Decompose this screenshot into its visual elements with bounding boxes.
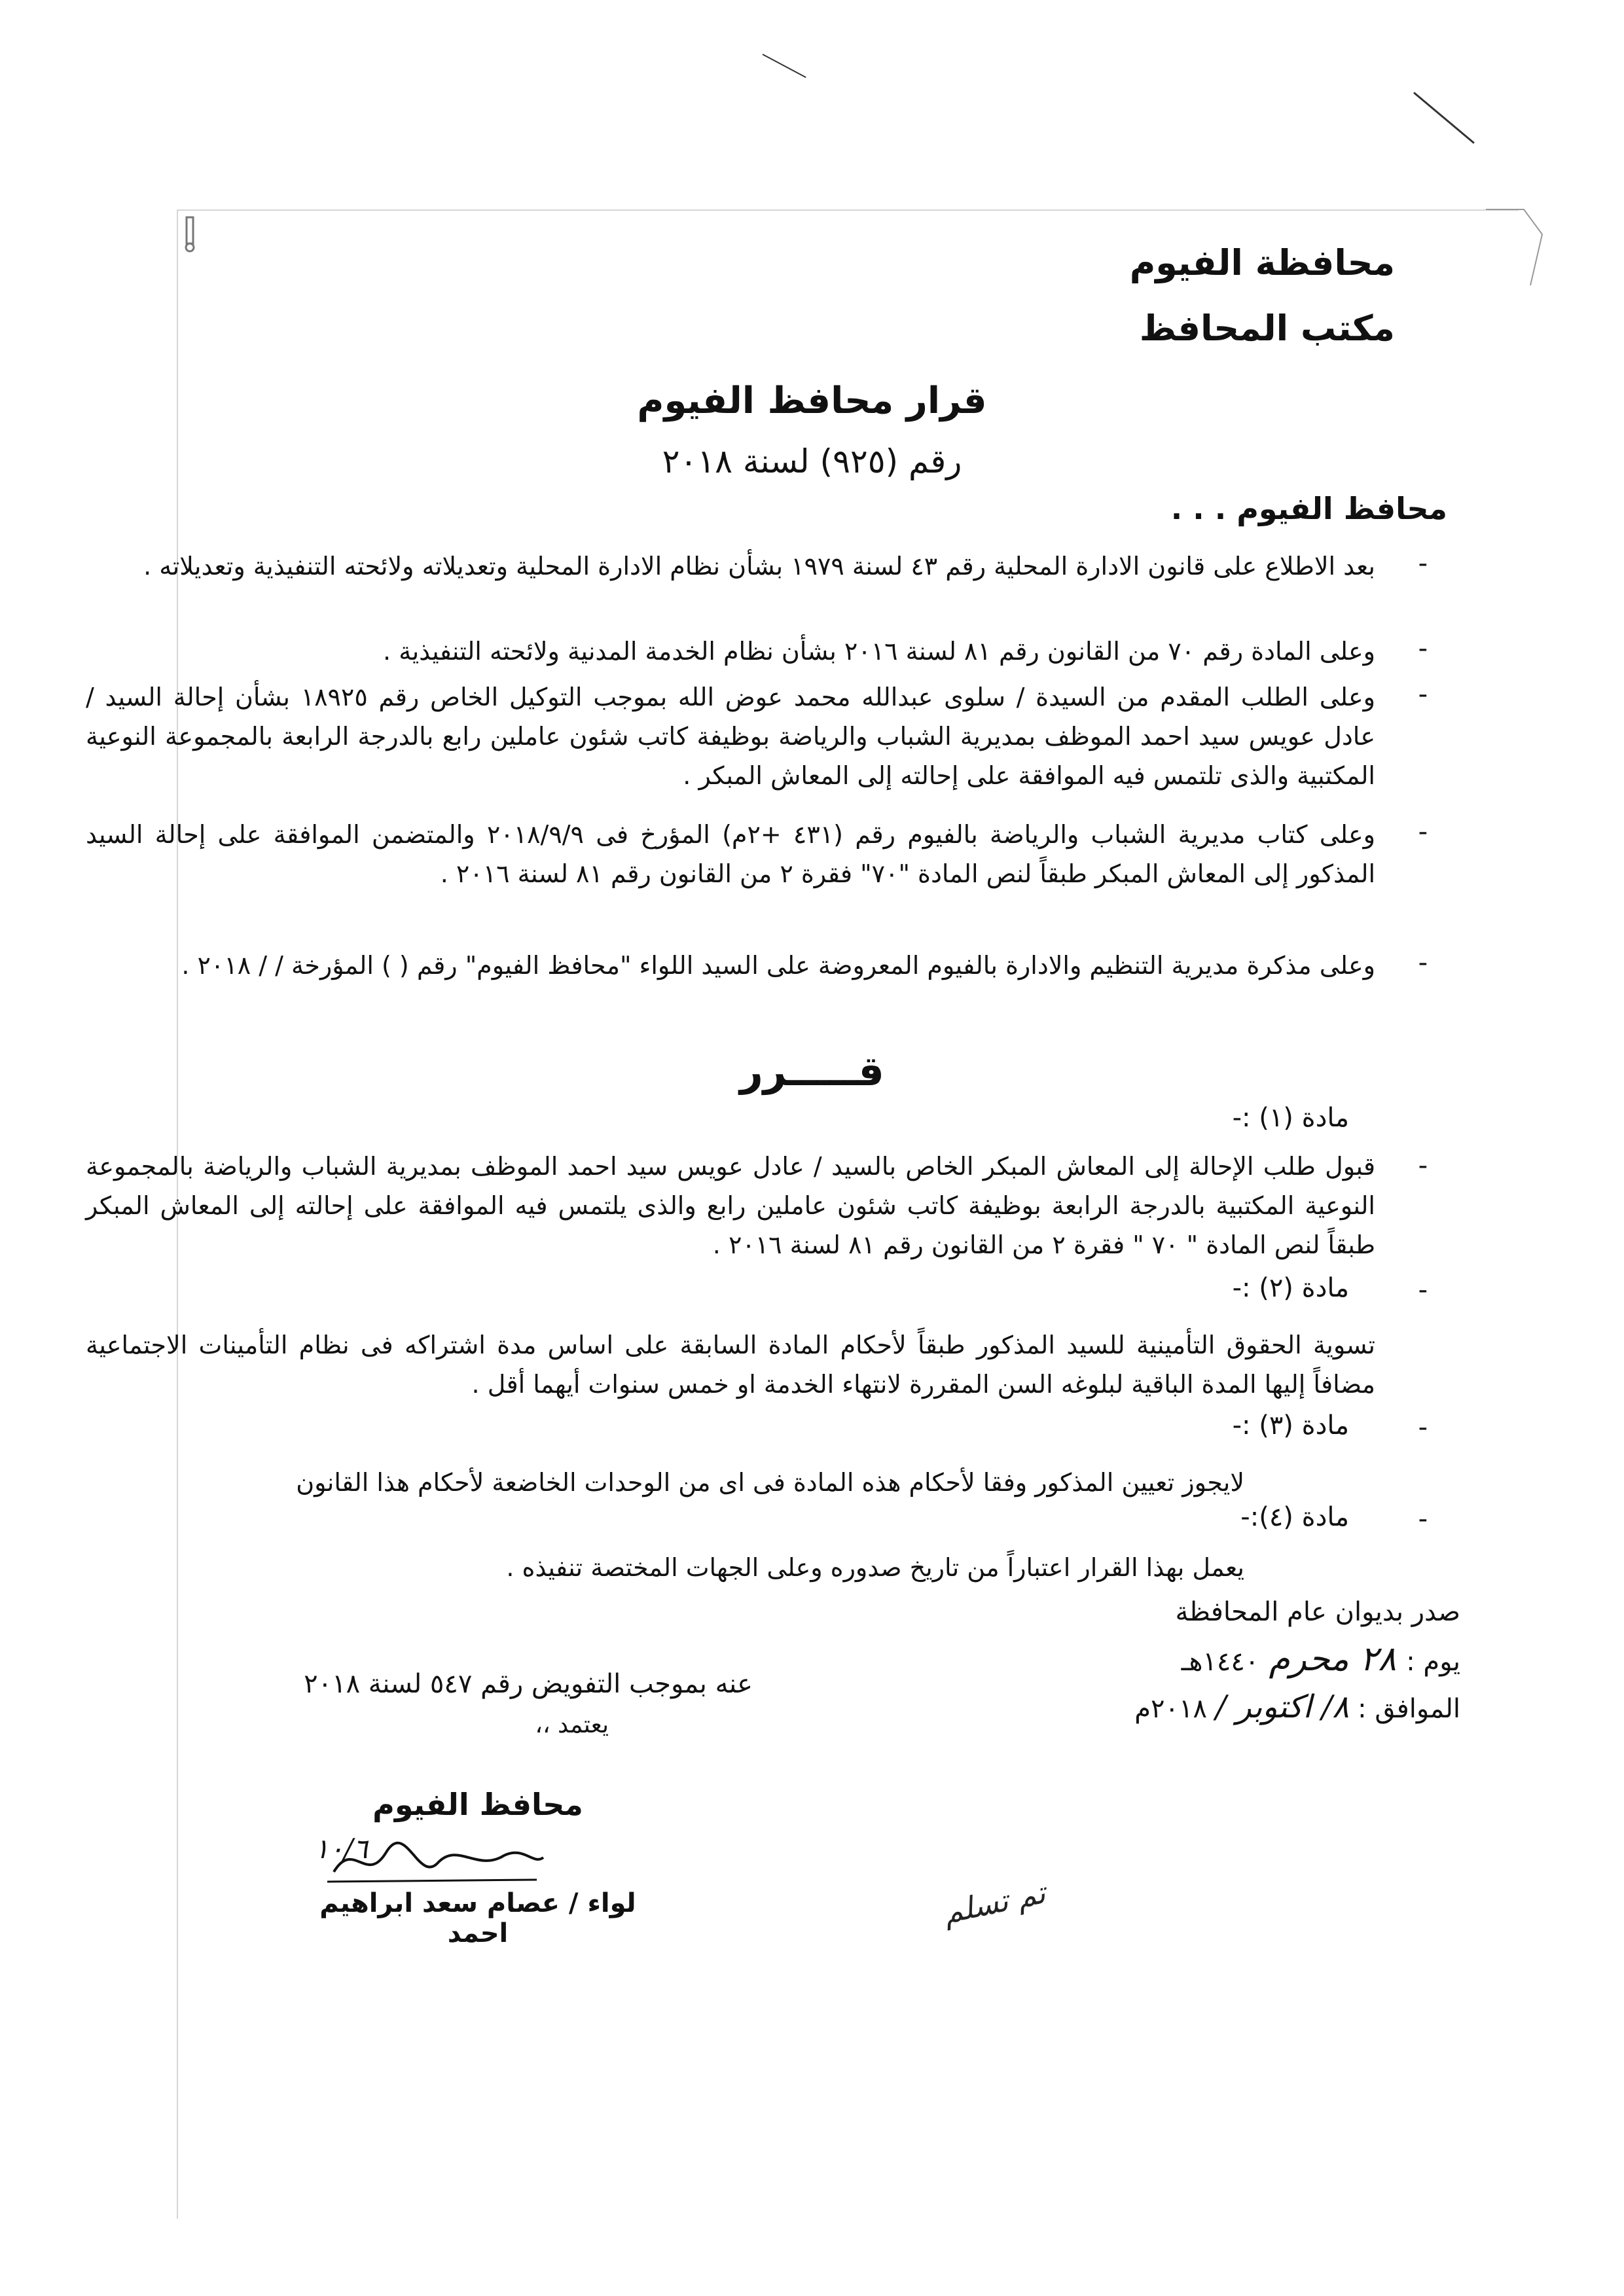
article-text: تسوية الحقوق التأمينية للسيد المذكور طبقاً لأحكام المادة السابقة على اساس مدة اشتراكه فى نظام التأمينات الاجتماعية مضافاً إليها المدة الباقية لبلوغه السن المقررة لانتهاء الخدمة او خمس سنوات أيهما أقل . xyxy=(86,1331,1375,1399)
bullet: - xyxy=(1418,1151,1428,1181)
signatory-title: محافظ الفيوم xyxy=(372,1787,583,1822)
issue-date-line xyxy=(1068,1689,1460,1728)
scan-mark xyxy=(1413,92,1475,143)
article-label: مادة (٢) :- xyxy=(1232,1273,1349,1303)
hijri-year: ١٤٤٠هـ xyxy=(1181,1647,1259,1677)
gregorian-year: ٢٠١٨م xyxy=(1134,1694,1207,1724)
article-label: مادة (٤):- xyxy=(1240,1502,1349,1532)
issue-day-line xyxy=(1068,1640,1460,1679)
bullet: - xyxy=(1418,548,1428,579)
signatory-name: لواء / عصام سعد ابراهيم احمد xyxy=(319,1888,636,1948)
approve-line: يعتمد ،، xyxy=(535,1712,609,1738)
preamble-text: وعلى كتاب مديرية الشباب والرياضة بالفيوم رقم (٤٣١ +٢م) المؤرخ فى ٢٠١٨/٩/٩ والمتضمن الموافقة على إحالة السيد المذكور إلى المعاش المبكر طبقاً لنص المادة "٧٠" فقرة ٢ من القانون رقم ٨١ لسنة ٢٠١٦ . xyxy=(86,820,1375,888)
bullet: - xyxy=(1418,679,1428,709)
day-handwritten: ٢٨ محرم xyxy=(1269,1640,1397,1679)
article-text: قبول طلب الإحالة إلى المعاش المبكر الخاص بالسيد / عادل عويس سيد احمد الموظف بمديرية الشباب والرياضة بالمجموعة النوعية المكتبية بالدرجة الرابعة بوظيفة كاتب شئون عاملين رابع والذى يلتمس فيه الموافقة على إحالته إلى المعاش المبكر طبقاً لنص المادة " ٧٠ " فقرة ٢ من القانون رقم ٨١ لسنة ٢٠١٦ . xyxy=(86,1152,1375,1259)
preamble-text: وعلى المادة رقم ٧٠ من القانون رقم ٨١ لسنة ٢٠١٦ بشأن نظام الخدمة المدنية ولائحته التنفيذية . xyxy=(383,637,1375,666)
article-label: مادة (٣) :- xyxy=(1232,1410,1349,1441)
article-text: لايجوز تعيين المذكور وفقا لأحكام هذه المادة فى اى من الوحدات الخاضعة لأحكام هذا القانون xyxy=(296,1468,1244,1497)
issuer-line: محافظ الفيوم . . . xyxy=(1170,491,1447,526)
bullet: - xyxy=(1418,817,1428,847)
article-label: مادة (١) :- xyxy=(1232,1103,1349,1133)
bullet: - xyxy=(1418,1504,1428,1534)
bullet: - xyxy=(1418,948,1428,978)
decided-heading: قـــــرر xyxy=(740,1047,884,1095)
handwritten-note: تم تسلم xyxy=(940,1874,1049,1931)
bullet: - xyxy=(1418,1275,1428,1305)
folded-corner-icon xyxy=(1485,208,1543,287)
staple-icon xyxy=(180,216,200,255)
date-handwritten: ٨/ اكتوبر / xyxy=(1216,1689,1350,1725)
corresponding-label: الموافق : xyxy=(1358,1694,1460,1724)
bullet: - xyxy=(1418,634,1428,664)
governorate-name: محافظة الفيوم xyxy=(1129,242,1395,283)
office-name: مكتب المحافظ xyxy=(1139,308,1395,349)
issued-place: صدر بديوان عام المحافظة xyxy=(1175,1597,1460,1627)
preamble-text: وعلى الطلب المقدم من السيدة / سلوى عبدالله محمد عوض الله بموجب التوكيل الخاص رقم ١٨٩٢٥ بشأن إحالة السيد / عادل عويس سيد احمد الموظف بمديرية الشباب والرياضة بوظيفة كاتب شئون عاملين رابع بالدرجة الرابعة بالمجموعة النوعية المكتبية والذى تلتمس فيه الموافقة على إحالته إلى المعاش المبكر . xyxy=(86,683,1375,790)
scan-mark xyxy=(763,54,806,78)
preamble-text: وعلى مذكرة مديرية التنظيم والادارة بالفيوم المعروضة على السيد اللواء "محافظ الفيوم" رقم ( ) المؤرخة / / ٢٠١٨ . xyxy=(181,951,1375,980)
signature-date: ١٠/٦ xyxy=(314,1833,368,1865)
decree-number: رقم (٩٢٥) لسنة ٢٠١٨ xyxy=(662,442,962,480)
preamble-text: بعد الاطلاع على قانون الادارة المحلية رقم ٤٣ لسنة ١٩٧٩ بشأن نظام الادارة المحلية وتعديلاته ولائحته التنفيذية وتعديلاته . xyxy=(143,552,1375,581)
decree-title: قرار محافظ الفيوم xyxy=(637,380,987,422)
delegation-line: عنه بموجب التفويض رقم ٥٤٧ لسنة ٢٠١٨ xyxy=(304,1669,753,1699)
bullet: - xyxy=(1418,1412,1428,1443)
day-label: يوم : xyxy=(1406,1647,1460,1677)
article-text: يعمل بهذا القرار اعتباراً من تاريخ صدوره وعلى الجهات المختصة تنفيذه . xyxy=(506,1553,1244,1582)
